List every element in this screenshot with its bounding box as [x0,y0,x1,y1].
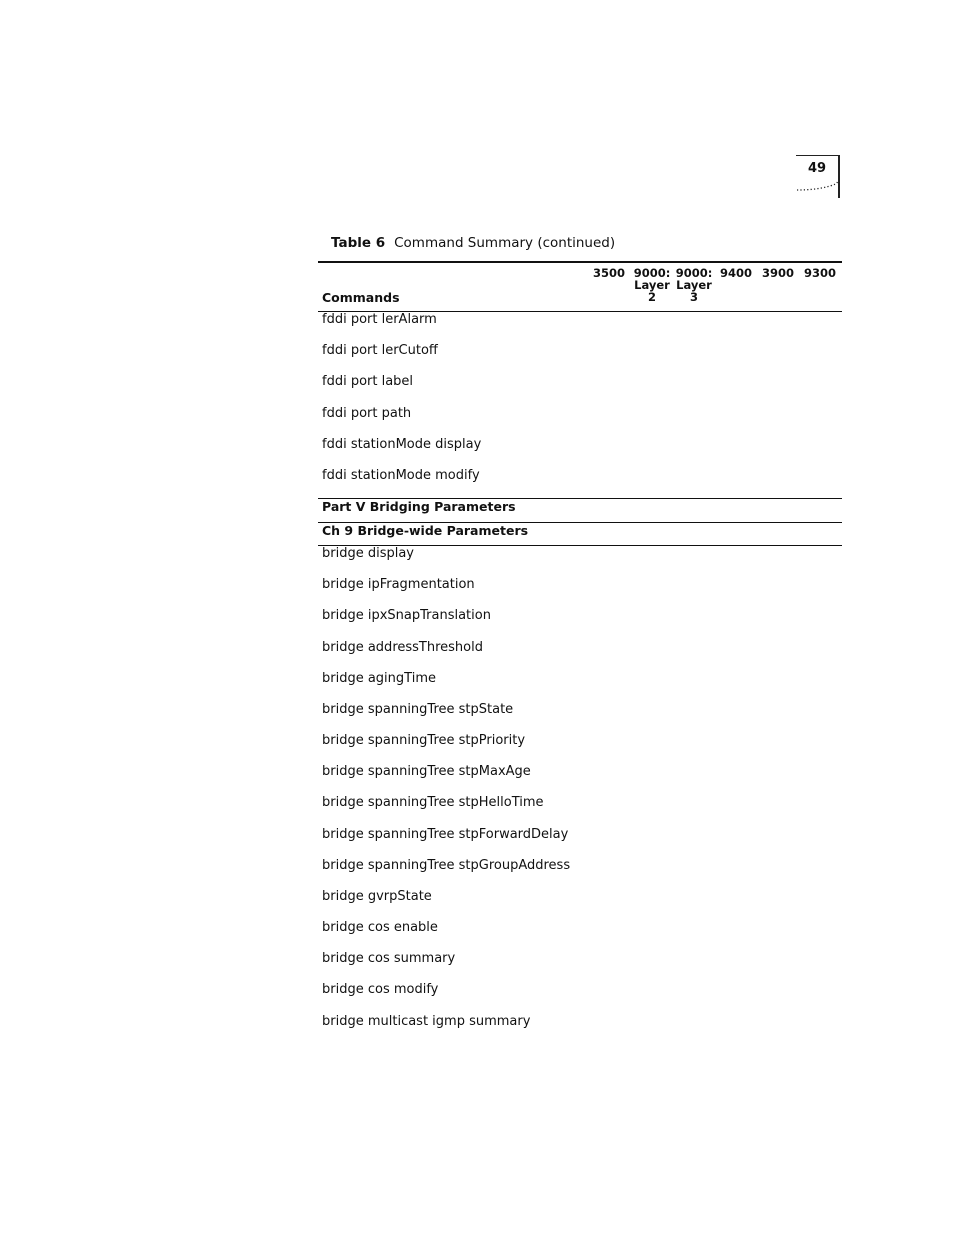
table-row: bridge cos summary [322,951,456,966]
table-row: bridge spanningTree stpHelloTime [322,795,544,810]
table-row: bridge spanningTree stpPriority [322,733,526,748]
table-caption [331,235,615,251]
table-row: fddi port lerCutoff [322,343,438,358]
table-label: Table 6 [331,235,386,251]
column-header-9400: 9400 [719,266,752,280]
table-row: fddi stationMode display [322,437,482,452]
table-row: bridge spanningTree stpMaxAge [322,764,531,779]
table-row: fddi port path [322,406,412,421]
column-header-3900: 3900 [761,266,794,280]
table-row: bridge agingTime [322,671,436,686]
table-row: bridge ipxSnapTranslation [322,608,491,623]
table-row: bridge spanningTree stpForwardDelay [322,827,569,842]
table-row: bridge spanningTree stpState [322,702,514,717]
table-row: fddi port label [322,374,414,389]
dotted-curve-ornament [796,180,840,194]
table-row: bridge addressThreshold [322,640,483,655]
column-header-9000-layer-2: 9000: Layer 2 [633,266,671,304]
table-title: Command Summary (continued) [394,235,616,251]
page-number: 49 [808,161,827,176]
table-row: fddi port lerAlarm [322,312,437,327]
column-header-commands: Commands [322,290,400,305]
table-row: bridge display [322,546,415,561]
part-heading: Part V Bridging Parameters [322,499,516,514]
table-row: bridge cos modify [322,982,439,997]
table-row: bridge multicast igmp summary [322,1014,531,1029]
column-header-9000-layer-3: 9000: Layer 3 [675,266,713,304]
table-row: fddi stationMode modify [322,468,480,483]
table-row: bridge gvrpState [322,889,432,904]
chapter-heading: Ch 9 Bridge-wide Parameters [322,523,529,538]
table-row: bridge cos enable [322,920,438,935]
column-header-3500: 3500 [592,266,625,280]
table-row: bridge ipFragmentation [322,577,475,592]
table-row: bridge spanningTree stpGroupAddress [322,858,571,873]
table-top-rule [318,261,842,263]
column-header-9300: 9300 [803,266,836,280]
